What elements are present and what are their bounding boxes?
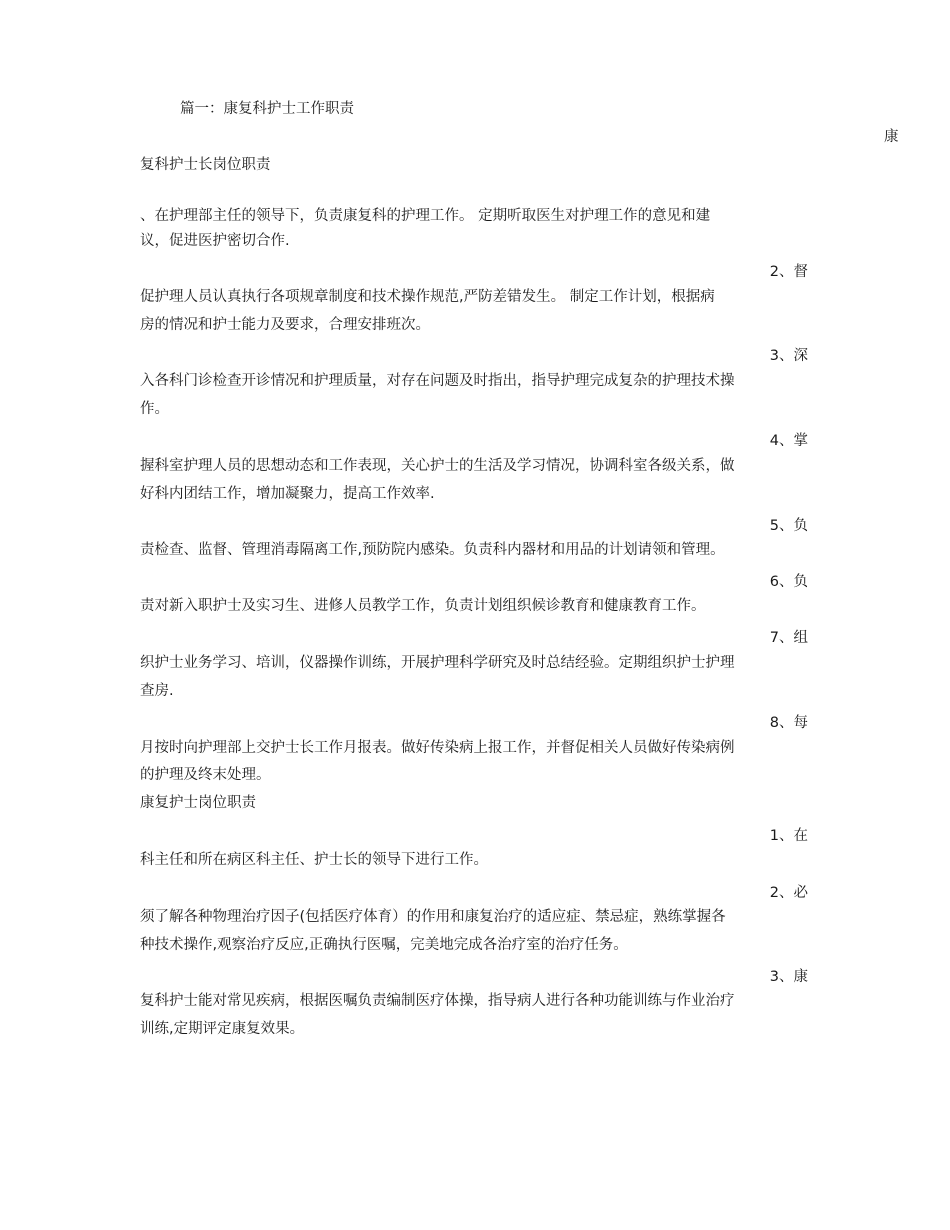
head-nurse-item4-line1: 握科室护理人员的思想动态和工作表现，关心护士的生活及学习情况，协调科室各级关系，做 <box>140 458 735 474</box>
nurse-item1-line1: 科主任和所在病区科主任、护士长的领导下进行工作。 <box>140 852 488 868</box>
nurse-item1-marker: 1、在 <box>769 828 808 844</box>
title-prefix-char: 康 <box>884 129 899 145</box>
nurse-item3-line1: 复科护士能对常见疾病，根据医嘱负责编制医疗体操，指导病人进行各种功能训练与作业治疗 <box>140 993 735 1009</box>
head-nurse-item4-line2: 好科内团结工作，增加凝聚力，提高工作效率. <box>140 486 435 502</box>
head-nurse-item8-line2: 的护理及终末处理。 <box>140 767 271 783</box>
head-nurse-item3-marker: 3、深 <box>769 348 808 364</box>
head-nurse-item7-marker: 7、组 <box>769 630 808 646</box>
head-nurse-item7-line1: 织护士业务学习、培训，仪器操作训练，开展护理科学研究及时总结经验。定期组织护士护理 <box>140 655 735 671</box>
head-nurse-item7-line2: 查房. <box>140 683 174 699</box>
head-nurse-item4-marker: 4、掌 <box>769 433 808 449</box>
head-nurse-item6-marker: 6、负 <box>769 574 808 590</box>
head-nurse-item2-marker: 2、督 <box>769 264 808 280</box>
head-nurse-item1-line2: 议，促进医护密切合作. <box>140 233 290 249</box>
head-nurse-item8-line1: 月按时向护理部上交护士长工作月报表。做好传染病上报工作，并督促相关人员做好传染病例 <box>140 740 735 756</box>
head-nurse-item5-marker: 5、负 <box>769 518 808 534</box>
nurse-item2-line2: 种技术操作,观察治疗反应,正确执行医嘱，完美地完成各治疗室的治疗任务。 <box>140 937 628 953</box>
head-nurse-item6-line1: 责对新入职护士及实习生、进修人员教学工作，负责计划组织候诊教育和健康教育工作。 <box>140 598 706 614</box>
head-nurse-item3-line1: 入各科门诊检查开诊情况和护理质量，对存在问题及时指出，指导护理完成复杂的护理技术操 <box>140 373 735 389</box>
nurse-item3-marker: 3、康 <box>769 969 808 985</box>
nurse-item2-line1: 须了解各种物理治疗因子(包括医疗体育）的作用和康复治疗的适应症、禁忌症，熟练掌握各 <box>140 909 726 925</box>
head-nurse-item5-line1: 责检查、监督、管理消毒隔离工作,预防院内感染。负责科内器材和用品的计划请领和管理。 <box>140 542 725 558</box>
head-nurse-item3-line2: 作。 <box>140 401 169 417</box>
nurse-heading: 康复护士岗位职责 <box>140 795 256 811</box>
section-title: 篇一：康复科护士工作职责 <box>180 101 354 117</box>
nurse-item2-marker: 2、必 <box>769 885 808 901</box>
head-nurse-item1-line1: 、在护理部主任的领导下，负责康复科的护理工作。 定期听取医生对护理工作的意见和建 <box>140 208 711 224</box>
nurse-item3-line2: 训练,定期评定康复效果。 <box>140 1021 305 1037</box>
head-nurse-item2-line1: 促护理人员认真执行各项规章制度和技术操作规范,严防差错发生。 制定工作计划，根据病 <box>140 289 715 305</box>
head-nurse-item2-line2: 房的情况和护士能力及要求，合理安排班次。 <box>140 317 430 333</box>
head-nurse-heading: 复科护士长岗位职责 <box>140 157 271 173</box>
head-nurse-item8-marker: 8、每 <box>769 715 808 731</box>
